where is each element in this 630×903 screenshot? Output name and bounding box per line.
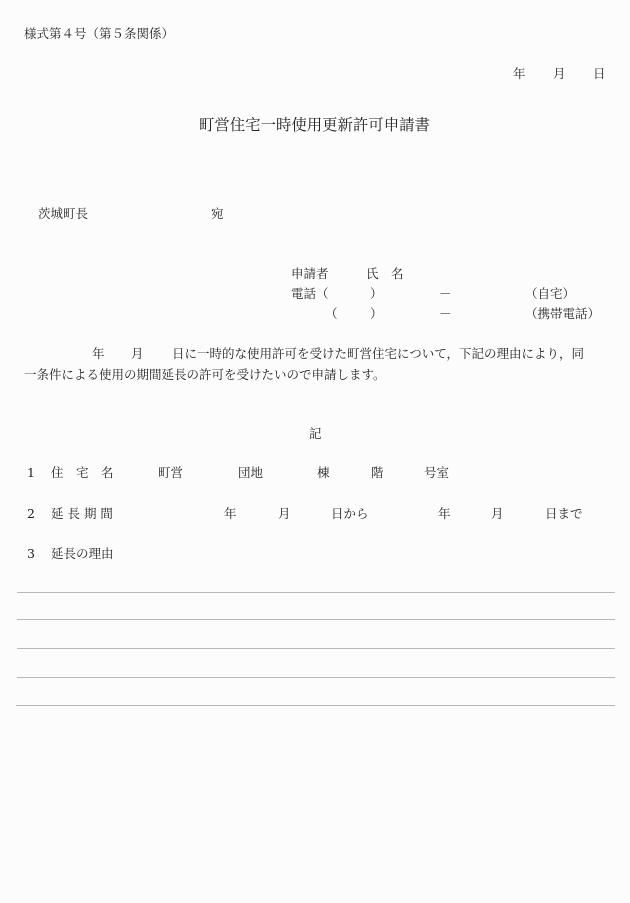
item2-from-month: 月	[278, 506, 291, 521]
applicant-name-label: 氏 名	[366, 266, 404, 281]
mobile-label: （携帯電話）	[525, 306, 601, 321]
body-line2: 一条件による使用の期間延長の許可を受けたいので申請します。	[24, 367, 386, 382]
date-month: 月	[553, 66, 566, 81]
item1-label: 住 宅 名	[51, 465, 114, 480]
ki-heading: 記	[309, 426, 322, 441]
applicant-label: 申請者	[291, 266, 329, 281]
item1-room: 号室	[424, 465, 450, 480]
date-year: 年	[513, 66, 526, 81]
body-month: 月	[131, 346, 144, 361]
reason-line-4	[17, 677, 615, 678]
item2-to-year: 年	[438, 506, 451, 521]
body-line1: 日に一時的な使用許可を受けた町営住宅について，下記の理由により，同	[172, 346, 585, 361]
form-number: 様式第４号（第５条関係）	[24, 26, 175, 41]
item2-from-year: 年	[224, 506, 237, 521]
addressee-name: 茨城町長	[38, 206, 89, 221]
item2-label: 延 長 期 間	[51, 506, 113, 521]
item2-to-day: 日まで	[545, 506, 583, 521]
phone-close-paren: ）	[370, 286, 383, 301]
date-day: 日	[593, 66, 606, 81]
reason-line-5	[16, 705, 615, 706]
item1-town: 町営	[158, 465, 184, 480]
item3-number: 3	[27, 546, 35, 561]
mobile-close-paren: ）	[370, 306, 383, 321]
reason-line-2	[17, 619, 615, 620]
item2-number: 2	[27, 506, 35, 521]
item3-label: 延長の理由	[51, 546, 114, 561]
item2-from-day: 日から	[331, 506, 369, 521]
phone-home-label: （自宅）	[525, 286, 576, 301]
item1-floor: 階	[371, 465, 384, 480]
item1-danchi: 団地	[238, 465, 264, 480]
document-title: 町営住宅一時使用更新許可申請書	[199, 116, 430, 134]
item1-building: 棟	[317, 465, 330, 480]
mobile-open-paren: （	[325, 306, 338, 321]
reason-line-3	[17, 648, 615, 649]
body-year: 年	[92, 346, 105, 361]
addressee-suffix: 宛	[211, 206, 224, 221]
phone-label: 電話（	[291, 286, 329, 301]
item1-number: 1	[27, 465, 35, 480]
phone-dash: －	[439, 286, 452, 301]
mobile-dash: －	[439, 306, 452, 321]
item2-to-month: 月	[491, 506, 504, 521]
reason-line-1	[17, 592, 615, 593]
